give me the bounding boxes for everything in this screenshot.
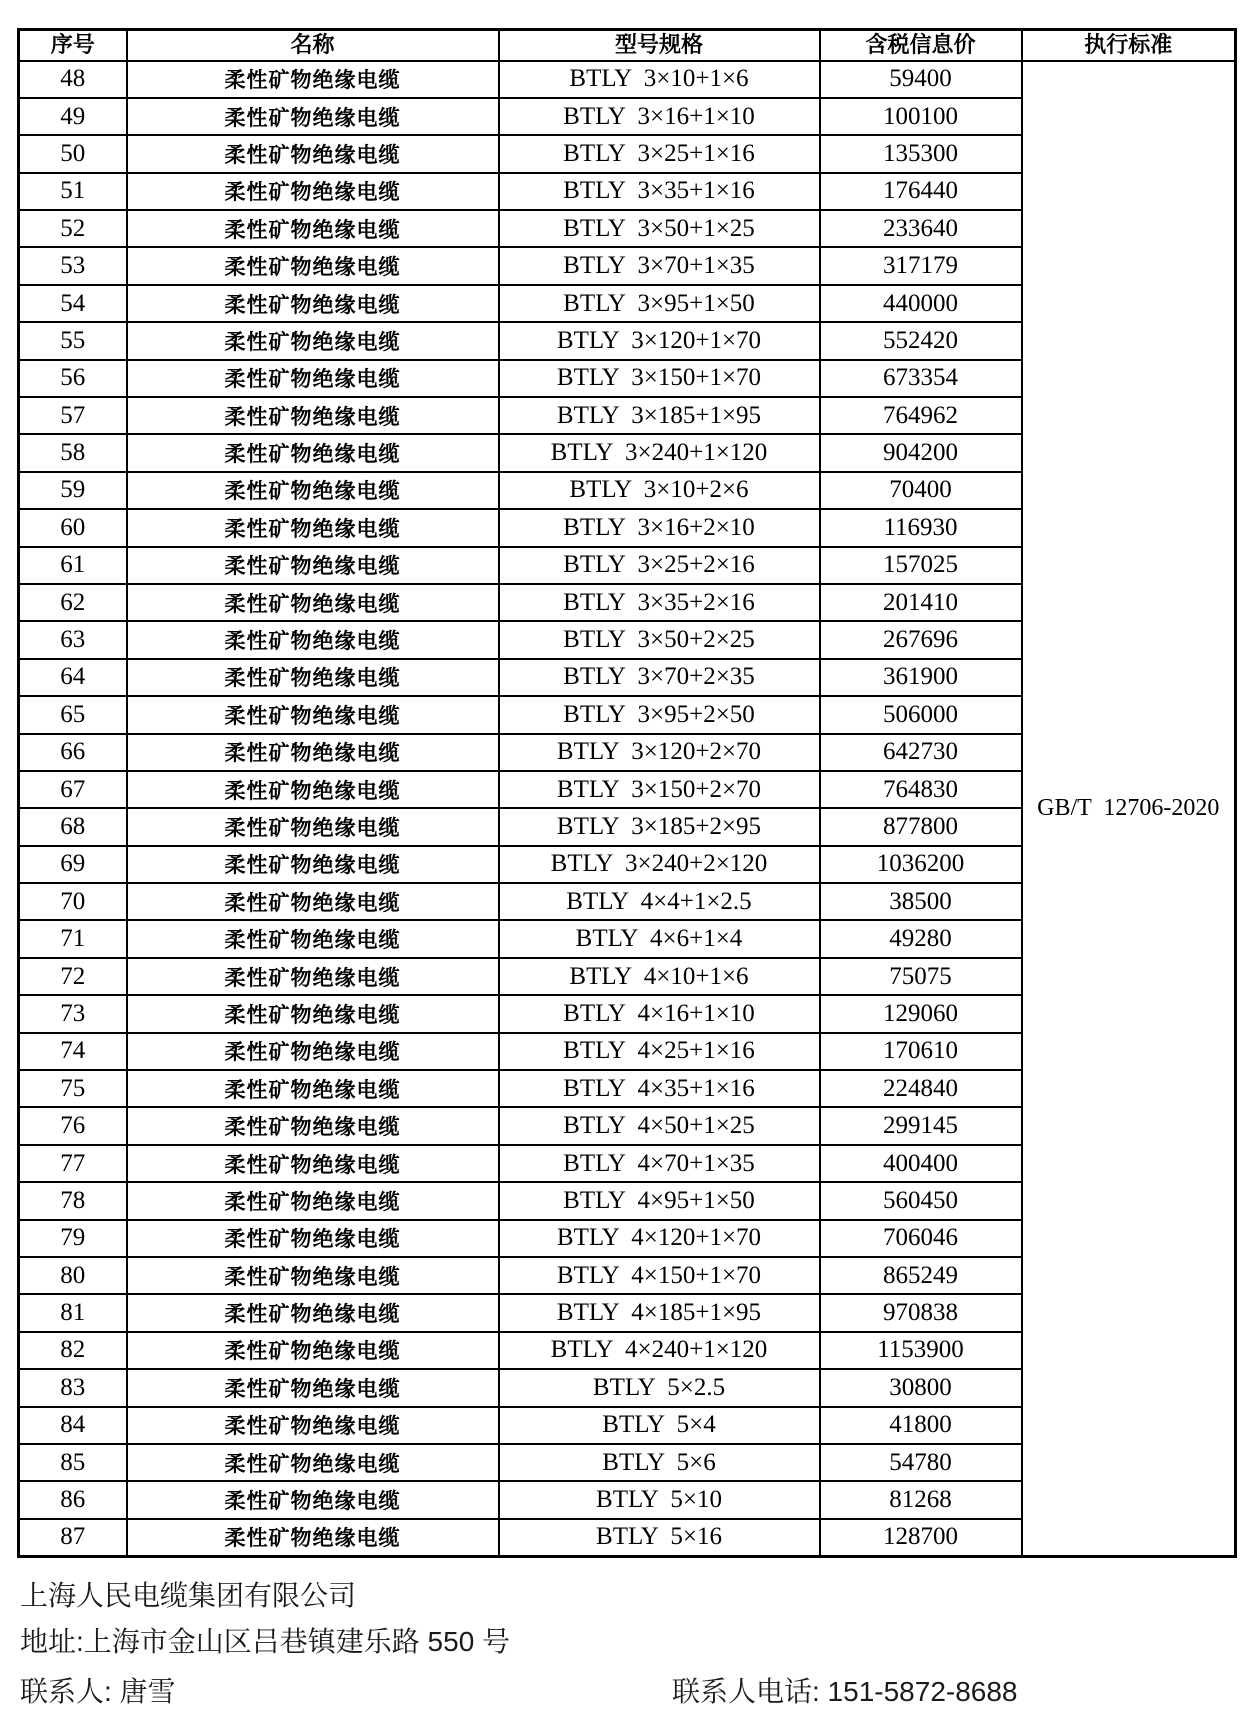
row-price: 400400 (820, 1145, 1022, 1182)
row-price: 49280 (820, 920, 1022, 957)
footer-address: 地址:上海市金山区吕巷镇建乐路 550 号 (20, 1626, 511, 1657)
row-product-name: 柔性矿物绝缘电缆 (127, 621, 499, 658)
row-price: 59400 (820, 61, 1022, 98)
row-price: 764830 (820, 771, 1022, 808)
row-serial-number: 83 (19, 1369, 127, 1406)
row-serial-number: 49 (19, 98, 127, 135)
row-price: 224840 (820, 1070, 1022, 1107)
row-serial-number: 62 (19, 584, 127, 621)
row-serial-number: 76 (19, 1107, 127, 1144)
row-serial-number: 81 (19, 1294, 127, 1331)
row-model-spec: BTLY 3×25+2×16 (499, 547, 820, 584)
row-product-name: 柔性矿物绝缘电缆 (127, 61, 499, 98)
row-price: 904200 (820, 434, 1022, 471)
row-product-name: 柔性矿物绝缘电缆 (127, 883, 499, 920)
row-price: 41800 (820, 1407, 1022, 1444)
row-product-name: 柔性矿物绝缘电缆 (127, 1481, 499, 1518)
row-price: 75075 (820, 958, 1022, 995)
row-product-name: 柔性矿物绝缘电缆 (127, 98, 499, 135)
row-model-spec: BTLY 3×95+2×50 (499, 696, 820, 733)
row-price: 129060 (820, 995, 1022, 1032)
row-model-spec: BTLY 5×2.5 (499, 1369, 820, 1406)
row-price: 764962 (820, 397, 1022, 434)
row-serial-number: 86 (19, 1481, 127, 1518)
row-serial-number: 80 (19, 1257, 127, 1294)
row-model-spec: BTLY 3×35+2×16 (499, 584, 820, 621)
row-product-name: 柔性矿物绝缘电缆 (127, 920, 499, 957)
row-product-name: 柔性矿物绝缘电缆 (127, 846, 499, 883)
row-serial-number: 66 (19, 734, 127, 771)
row-product-name: 柔性矿物绝缘电缆 (127, 173, 499, 210)
row-price: 135300 (820, 135, 1022, 172)
row-serial-number: 82 (19, 1332, 127, 1369)
row-price: 267696 (820, 621, 1022, 658)
row-product-name: 柔性矿物绝缘电缆 (127, 1257, 499, 1294)
row-model-spec: BTLY 4×50+1×25 (499, 1107, 820, 1144)
row-price: 81268 (820, 1481, 1022, 1518)
row-serial-number: 77 (19, 1145, 127, 1182)
row-model-spec: BTLY 3×240+1×120 (499, 434, 820, 471)
row-price: 299145 (820, 1107, 1022, 1144)
row-model-spec: BTLY 4×120+1×70 (499, 1220, 820, 1257)
row-model-spec: BTLY 3×95+1×50 (499, 285, 820, 322)
row-model-spec: BTLY 3×185+1×95 (499, 397, 820, 434)
row-price: 100100 (820, 98, 1022, 135)
row-product-name: 柔性矿物绝缘电缆 (127, 734, 499, 771)
row-model-spec: BTLY 5×16 (499, 1519, 820, 1556)
row-serial-number: 65 (19, 696, 127, 733)
row-serial-number: 59 (19, 472, 127, 509)
standard-merged-cell: GB/T 12706-2020 (1022, 61, 1236, 1557)
row-price: 560450 (820, 1182, 1022, 1219)
row-serial-number: 78 (19, 1182, 127, 1219)
row-model-spec: BTLY 3×10+1×6 (499, 61, 820, 98)
row-model-spec: BTLY 4×240+1×120 (499, 1332, 820, 1369)
row-serial-number: 79 (19, 1220, 127, 1257)
row-product-name: 柔性矿物绝缘电缆 (127, 1182, 499, 1219)
row-product-name: 柔性矿物绝缘电缆 (127, 995, 499, 1032)
row-model-spec: BTLY 4×6+1×4 (499, 920, 820, 957)
row-product-name: 柔性矿物绝缘电缆 (127, 434, 499, 471)
row-price: 440000 (820, 285, 1022, 322)
row-price: 116930 (820, 509, 1022, 546)
row-serial-number: 64 (19, 659, 127, 696)
row-serial-number: 87 (19, 1519, 127, 1556)
row-serial-number: 67 (19, 771, 127, 808)
table-body (19, 61, 1236, 1557)
footer-contact-phone: 联系人电话: 151-5872-8688 (672, 1676, 1018, 1707)
row-model-spec: BTLY 3×16+1×10 (499, 98, 820, 135)
row-serial-number: 73 (19, 995, 127, 1032)
row-model-spec: BTLY 3×50+1×25 (499, 210, 820, 247)
row-model-spec: BTLY 4×4+1×2.5 (499, 883, 820, 920)
row-serial-number: 84 (19, 1407, 127, 1444)
row-product-name: 柔性矿物绝缘电缆 (127, 958, 499, 995)
row-product-name: 柔性矿物绝缘电缆 (127, 547, 499, 584)
footer-company-name: 上海人民电缆集团有限公司 (20, 1580, 357, 1611)
row-product-name: 柔性矿物绝缘电缆 (127, 584, 499, 621)
row-product-name: 柔性矿物绝缘电缆 (127, 210, 499, 247)
row-product-name: 柔性矿物绝缘电缆 (127, 1407, 499, 1444)
row-model-spec: BTLY 4×95+1×50 (499, 1182, 820, 1219)
row-serial-number: 85 (19, 1444, 127, 1481)
row-model-spec: BTLY 5×4 (499, 1407, 820, 1444)
row-product-name: 柔性矿物绝缘电缆 (127, 397, 499, 434)
row-model-spec: BTLY 5×6 (499, 1444, 820, 1481)
row-model-spec: BTLY 3×120+1×70 (499, 322, 820, 359)
price-table (17, 28, 1237, 1558)
row-serial-number: 71 (19, 920, 127, 957)
row-model-spec: BTLY 3×120+2×70 (499, 734, 820, 771)
table-row (19, 61, 1236, 98)
row-serial-number: 58 (19, 434, 127, 471)
row-serial-number: 52 (19, 210, 127, 247)
header-spec: 型号规格 (499, 30, 820, 61)
row-product-name: 柔性矿物绝缘电缆 (127, 135, 499, 172)
row-serial-number: 68 (19, 808, 127, 845)
row-product-name: 柔性矿物绝缘电缆 (127, 808, 499, 845)
table-header (19, 30, 1236, 61)
row-model-spec: BTLY 3×50+2×25 (499, 621, 820, 658)
row-serial-number: 74 (19, 1033, 127, 1070)
row-product-name: 柔性矿物绝缘电缆 (127, 1444, 499, 1481)
row-product-name: 柔性矿物绝缘电缆 (127, 1145, 499, 1182)
row-product-name: 柔性矿物绝缘电缆 (127, 1332, 499, 1369)
row-price: 970838 (820, 1294, 1022, 1331)
row-model-spec: BTLY 4×25+1×16 (499, 1033, 820, 1070)
row-price: 170610 (820, 1033, 1022, 1070)
row-price: 865249 (820, 1257, 1022, 1294)
row-serial-number: 63 (19, 621, 127, 658)
row-model-spec: BTLY 4×16+1×10 (499, 995, 820, 1032)
header-standard: 执行标准 (1022, 30, 1236, 61)
row-price: 361900 (820, 659, 1022, 696)
row-model-spec: BTLY 3×25+1×16 (499, 135, 820, 172)
header-row (19, 30, 1236, 61)
row-model-spec: BTLY 3×150+1×70 (499, 360, 820, 397)
row-price: 706046 (820, 1220, 1022, 1257)
row-model-spec: BTLY 4×70+1×35 (499, 1145, 820, 1182)
row-serial-number: 51 (19, 173, 127, 210)
row-price: 1036200 (820, 846, 1022, 883)
row-serial-number: 55 (19, 322, 127, 359)
row-serial-number: 72 (19, 958, 127, 995)
row-product-name: 柔性矿物绝缘电缆 (127, 247, 499, 284)
row-product-name: 柔性矿物绝缘电缆 (127, 659, 499, 696)
row-price: 128700 (820, 1519, 1022, 1556)
row-product-name: 柔性矿物绝缘电缆 (127, 472, 499, 509)
row-model-spec: BTLY 4×150+1×70 (499, 1257, 820, 1294)
row-product-name: 柔性矿物绝缘电缆 (127, 1033, 499, 1070)
row-serial-number: 56 (19, 360, 127, 397)
row-product-name: 柔性矿物绝缘电缆 (127, 322, 499, 359)
header-name: 名称 (127, 30, 499, 61)
row-price: 54780 (820, 1444, 1022, 1481)
row-product-name: 柔性矿物绝缘电缆 (127, 1107, 499, 1144)
row-serial-number: 61 (19, 547, 127, 584)
row-model-spec: BTLY 3×185+2×95 (499, 808, 820, 845)
row-product-name: 柔性矿物绝缘电缆 (127, 1220, 499, 1257)
row-price: 1153900 (820, 1332, 1022, 1369)
row-serial-number: 75 (19, 1070, 127, 1107)
row-model-spec: BTLY 5×10 (499, 1481, 820, 1518)
row-price: 157025 (820, 547, 1022, 584)
row-product-name: 柔性矿物绝缘电缆 (127, 1294, 499, 1331)
row-price: 233640 (820, 210, 1022, 247)
row-product-name: 柔性矿物绝缘电缆 (127, 1070, 499, 1107)
row-serial-number: 54 (19, 285, 127, 322)
row-serial-number: 57 (19, 397, 127, 434)
row-product-name: 柔性矿物绝缘电缆 (127, 285, 499, 322)
row-product-name: 柔性矿物绝缘电缆 (127, 1519, 499, 1556)
row-product-name: 柔性矿物绝缘电缆 (127, 360, 499, 397)
row-model-spec: BTLY 3×16+2×10 (499, 509, 820, 546)
header-price: 含税信息价 (820, 30, 1022, 61)
row-price: 30800 (820, 1369, 1022, 1406)
row-price: 877800 (820, 808, 1022, 845)
row-price: 317179 (820, 247, 1022, 284)
row-price: 506000 (820, 696, 1022, 733)
row-serial-number: 69 (19, 846, 127, 883)
row-model-spec: BTLY 3×150+2×70 (499, 771, 820, 808)
row-price: 552420 (820, 322, 1022, 359)
row-product-name: 柔性矿物绝缘电缆 (127, 509, 499, 546)
row-serial-number: 50 (19, 135, 127, 172)
row-product-name: 柔性矿物绝缘电缆 (127, 771, 499, 808)
row-model-spec: BTLY 4×10+1×6 (499, 958, 820, 995)
row-price: 642730 (820, 734, 1022, 771)
row-model-spec: BTLY 3×70+1×35 (499, 247, 820, 284)
row-model-spec: BTLY 4×35+1×16 (499, 1070, 820, 1107)
footer-contact-person: 联系人: 唐雪 (20, 1676, 176, 1707)
header-no: 序号 (19, 30, 127, 61)
row-price: 38500 (820, 883, 1022, 920)
row-model-spec: BTLY 3×240+2×120 (499, 846, 820, 883)
row-price: 70400 (820, 472, 1022, 509)
row-serial-number: 53 (19, 247, 127, 284)
row-model-spec: BTLY 4×185+1×95 (499, 1294, 820, 1331)
row-price: 176440 (820, 173, 1022, 210)
row-product-name: 柔性矿物绝缘电缆 (127, 696, 499, 733)
row-price: 673354 (820, 360, 1022, 397)
row-serial-number: 48 (19, 61, 127, 98)
row-model-spec: BTLY 3×10+2×6 (499, 472, 820, 509)
row-serial-number: 70 (19, 883, 127, 920)
row-price: 201410 (820, 584, 1022, 621)
row-serial-number: 60 (19, 509, 127, 546)
row-model-spec: BTLY 3×35+1×16 (499, 173, 820, 210)
row-product-name: 柔性矿物绝缘电缆 (127, 1369, 499, 1406)
row-model-spec: BTLY 3×70+2×35 (499, 659, 820, 696)
